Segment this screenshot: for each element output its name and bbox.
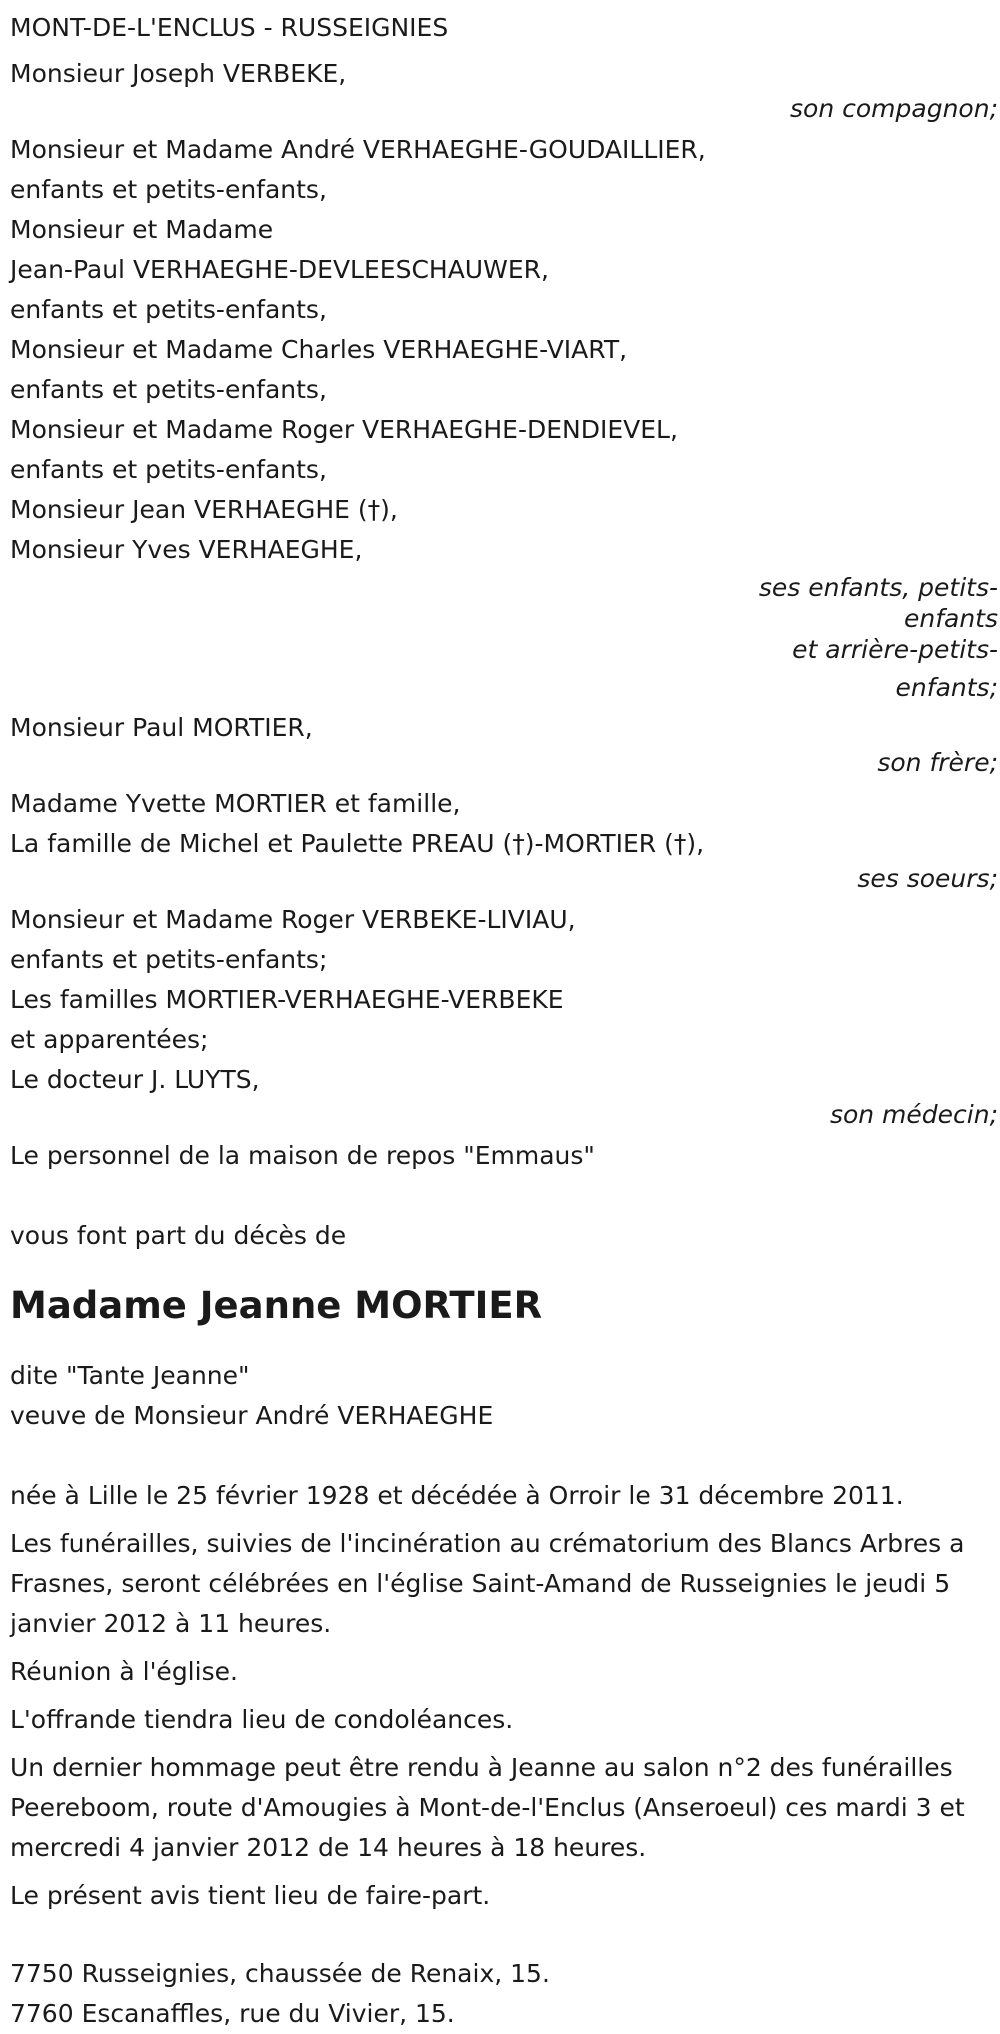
list-item: enfants et petits-enfants, xyxy=(10,295,327,324)
sisters-relation: ses soeurs; xyxy=(857,864,998,893)
list-item: Monsieur et Madame André VERHAEGHE-GOUDAILLIER, xyxy=(10,135,706,164)
condolences-note: L'offrande tiendra lieu de condoléances. xyxy=(10,1705,514,1734)
list-item: enfants et petits-enfants; xyxy=(10,945,328,974)
obituary-notice xyxy=(10,8,998,2034)
list-item: Monsieur Yves VERHAEGHE, xyxy=(10,535,363,564)
list-item: Les familles MORTIER-VERHAEGHE-VERBEKE xyxy=(10,985,564,1014)
list-item: enfants et petits-enfants, xyxy=(10,455,327,484)
tribute-details: Un dernier hommage peut être rendu à Jeanne au salon n°2 des funérailles Peereboom, route d'Amougies à Mont-de-l'Enclus (Anseroeul) ces mardi 3 et mercredi 4 janvier 2012 de 14 heures à 18 heures. xyxy=(10,1753,965,1862)
nickname: dite "Tante Jeanne" xyxy=(10,1361,250,1390)
list-item: enfants et petits-enfants, xyxy=(10,175,327,204)
list-item: Monsieur et Madame xyxy=(10,215,274,244)
list-item: Madame Yvette MORTIER et famille, xyxy=(10,789,461,818)
announcement-intro: vous font part du décès de xyxy=(10,1221,347,1250)
children-relation xyxy=(10,570,998,708)
notice-note: Le présent avis tient lieu de faire-part. xyxy=(10,1881,491,1910)
address-line: 7750 Russeignies, chaussée de Renaix, 15. xyxy=(10,1959,550,1988)
list-item: enfants et petits-enfants, xyxy=(10,375,327,404)
relation-line: enfants; xyxy=(895,673,998,702)
relation-line: et arrière-petits- xyxy=(792,635,998,664)
funeral-details: Les funérailles, suivies de l'incinération au crématorium des Blancs Arbres a Frasnes, seront célébrées en l'église Saint-Amand de Russeignies le jeudi 5 janvier 2012 à 11 heures. xyxy=(10,1529,965,1638)
location-header: MONT-DE-L'ENCLUS - RUSSEIGNIES xyxy=(10,13,449,42)
brother-name: Monsieur Paul MORTIER, xyxy=(10,713,313,742)
list-item: Monsieur et Madame Roger VERHAEGHE-DENDIEVEL, xyxy=(10,415,678,444)
list-item: Monsieur Jean VERHAEGHE (†), xyxy=(10,495,398,524)
widow-of: veuve de Monsieur André VERHAEGHE xyxy=(10,1401,494,1430)
relation-line: ses enfants, petits- xyxy=(758,573,998,602)
birth-death: née à Lille le 25 février 1928 et décédée à Orroir le 31 décembre 2011. xyxy=(10,1481,904,1510)
children-list xyxy=(10,130,998,570)
list-item: La famille de Michel et Paulette PREAU (†)-MORTIER (†), xyxy=(10,829,705,858)
meeting-details: Réunion à l'église. xyxy=(10,1657,238,1686)
brother-relation: son frère; xyxy=(877,748,998,777)
companion-name: Monsieur Joseph VERBEKE, xyxy=(10,59,347,88)
address-line: 7760 Escanaffles, rue du Vivier, 15. xyxy=(10,1999,455,2028)
list-item: Le docteur J. LUYTS, xyxy=(10,1065,260,1094)
list-item: et apparentées; xyxy=(10,1025,209,1054)
deceased-name: Madame Jeanne MORTIER xyxy=(10,1284,543,1327)
doctor-relation: son médecin; xyxy=(829,1100,998,1129)
companion-relation: son compagnon; xyxy=(790,94,998,123)
list-item: Jean-Paul VERHAEGHE-DEVLEESCHAUWER, xyxy=(10,255,549,284)
list-item: Monsieur et Madame Charles VERHAEGHE-VIART, xyxy=(10,335,628,364)
staff-line: Le personnel de la maison de repos "Emmaus" xyxy=(10,1141,595,1170)
relation-line: enfants xyxy=(903,604,998,633)
list-item: Monsieur et Madame Roger VERBEKE-LIVIAU, xyxy=(10,905,576,934)
